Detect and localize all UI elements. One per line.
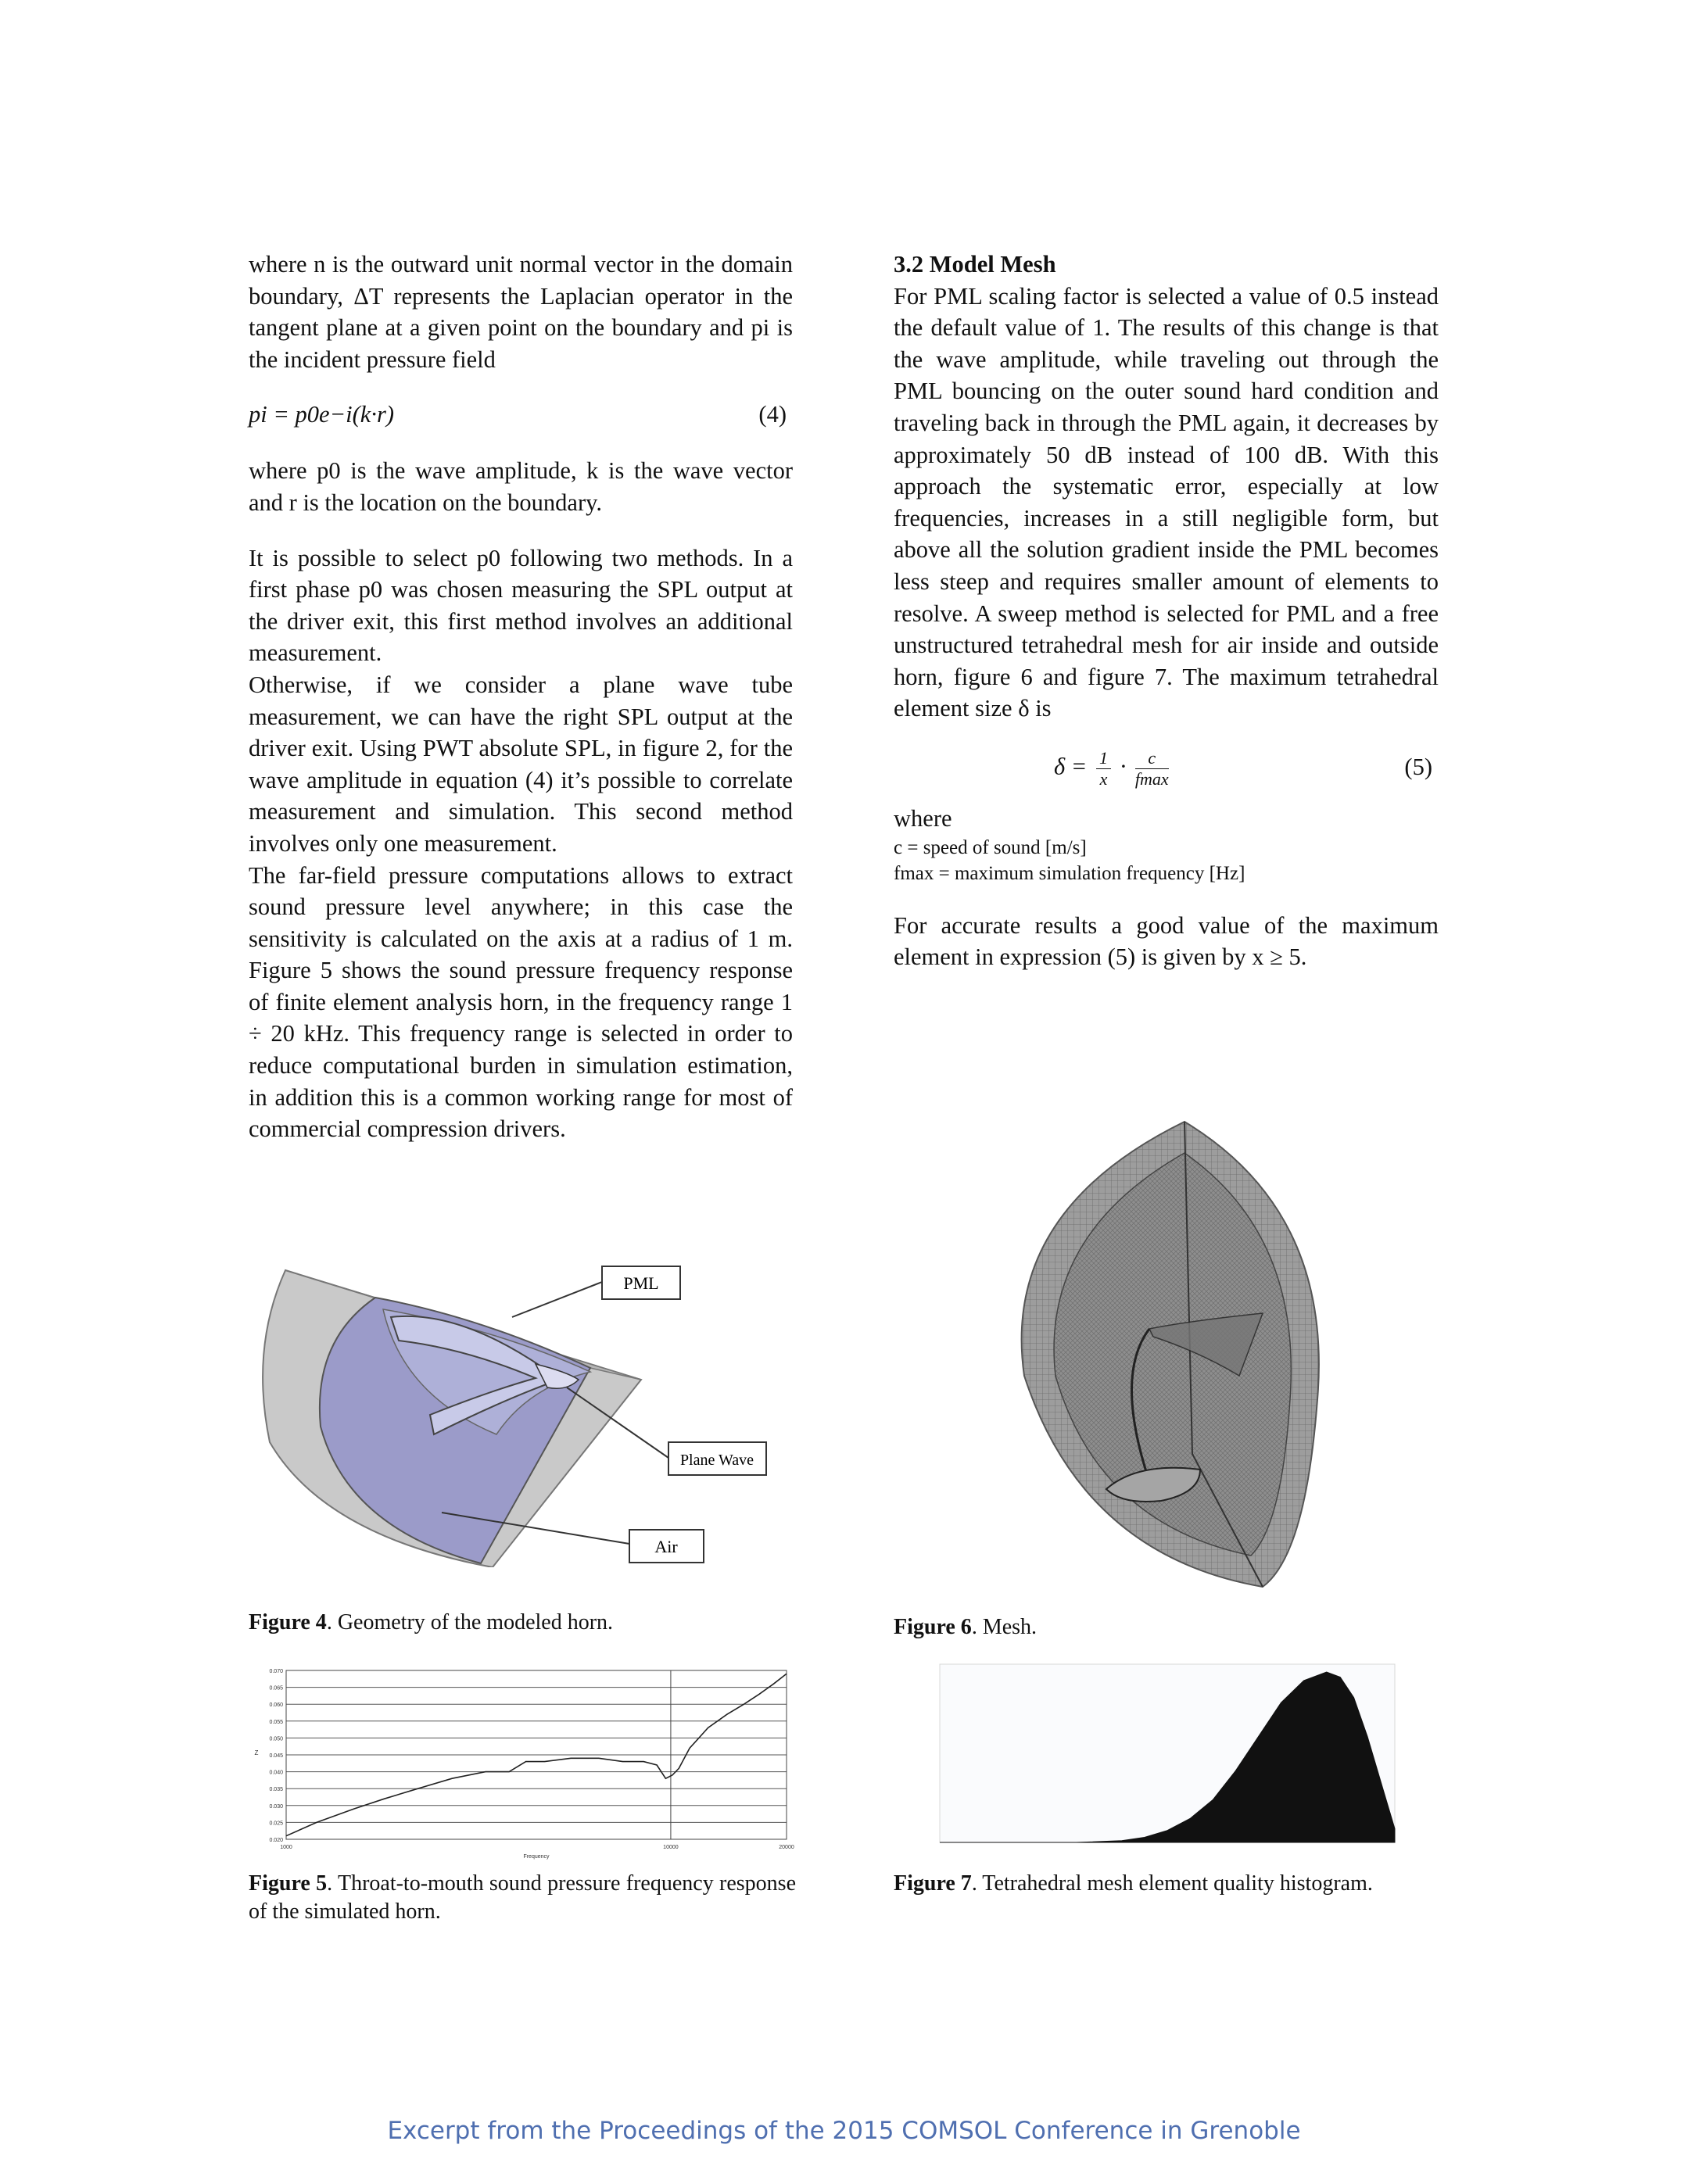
y-tick-label: 0.070	[269, 1669, 283, 1674]
equation-4-expression: pi = p0e−i(k·r)	[249, 401, 394, 428]
left-para-5: The far-field pressure computations allows to extract sound pressure level anywhere; in this case the sensitivity is calculated on the axis at a radius of 1 m. Figure 5 shows the sound pressure frequency response of finite element analysis horn, in the frequency range 1 ÷ 20 kHz. This frequency range is selected in order to reduce computational burden in simulation estimation, in addition this is a common working range for most of commercial compression drivers.	[249, 861, 793, 1143]
page-footer: Excerpt from the Proceedings of the 2015 COMSOL Conference in Grenoble	[387, 2117, 1301, 2145]
equation-5-fraction-1: $\frac{1}{x}$	[1096, 748, 1111, 789]
x-tick-label: 1000	[280, 1845, 292, 1850]
right-para-1: For PML scaling factor is selected a value of 0.5 instead the default value of 1. The results of this change is that the wave amplitude, while traveling out through the PML bouncing on the outer sound hard condition and traveling back in through the PML again, it decreases by approximately 50 dB instead of 100 dB. With this approach the systematic error, especially at low frequencies, increases in a still negligible form, but above all the solution gradient inside the PML becomes less steep and requires smaller amount of elements to resolve. A sweep method is selected for PML and a free unstructured tetrahedral mesh for air inside and outside horn, figure 6 and figure 7. The maximum tetrahedral element size δ is	[894, 282, 1439, 722]
figure-6-mesh	[1005, 1118, 1333, 1595]
y-tick-label: 0.020	[269, 1838, 283, 1843]
figure-5-caption: Figure 5. Throat-to-mouth sound pressure frequency response of the simulated horn.	[249, 1871, 796, 1924]
plane-wave-label: Plane Wave	[679, 1452, 754, 1469]
air-label: Air	[654, 1537, 678, 1556]
left-column	[249, 249, 793, 1145]
equation-5: δ = $\frac{1}{x}$ · $\frac{c}{fmax}$ (5)	[1054, 747, 1432, 789]
section-heading: 3.2 Model Mesh	[894, 251, 1056, 277]
figure-4-caption: Figure 4. Geometry of the modeled horn.	[249, 1610, 614, 1634]
figure-7-caption: Figure 7. Tetrahedral mesh element quality histogram.	[894, 1871, 1373, 1896]
y-axis-label: Z	[254, 1749, 259, 1756]
y-tick-label: 0.065	[269, 1685, 283, 1692]
equation-5-number: (5)	[1404, 753, 1432, 780]
definition-fmax: fmax = maximum simulation frequency [Hz]	[894, 862, 1245, 884]
figure-4-geometry	[246, 1255, 809, 1567]
pml-label: PML	[623, 1273, 659, 1293]
definition-c: c = speed of sound [m/s]	[894, 836, 1087, 858]
y-tick-label: 0.025	[269, 1821, 283, 1827]
right-column	[894, 249, 1439, 973]
x-axis-label: Frequency	[523, 1854, 550, 1860]
left-para-2: where p0 is the wave amplitude, k is the wave vector and r is the location on the boundary.	[249, 457, 793, 516]
where-label: where	[894, 804, 952, 832]
left-para-4: Otherwise, if we consider a plane wave tube measurement, we can have the right SPL output at the driver exit. Using PWT absolute SPL, in figure 2, for the wave amplitude in equation (4) it’s possible to correlate measurement and simulation. This second method involves only one measurement.	[249, 671, 793, 857]
right-para-2: For accurate results a good value of the maximum element in expression (5) is given by x ≥ 5.	[894, 911, 1439, 971]
left-para-3: It is possible to select p0 following two methods. In a first phase p0 was chosen measuring the SPL output at the driver exit, this first method involves an additional measurement.	[249, 544, 793, 667]
left-para-1: where n is the outward unit normal vector in the domain boundary, ΔT represents the Laplacian operator in the tangent plane at a given point on the boundary and pi is the incident pressure field	[249, 251, 793, 373]
equation-5-fraction-2: $\frac{c}{fmax}$	[1134, 747, 1169, 789]
y-tick-label: 0.030	[269, 1803, 283, 1810]
figure-6-caption: Figure 6. Mesh.	[894, 1615, 1038, 1639]
y-tick-label: 0.060	[269, 1702, 283, 1709]
y-tick-label: 0.055	[269, 1719, 283, 1725]
x-tick-label: 20000	[779, 1845, 794, 1850]
y-tick-label: 0.045	[269, 1753, 283, 1759]
equation-4	[249, 399, 793, 430]
equation-4-number: (4)	[758, 401, 787, 428]
y-tick-label: 0.040	[269, 1770, 283, 1776]
figure-7-histogram	[937, 1661, 1398, 1849]
equation-5-lhs: δ =	[1054, 753, 1088, 780]
y-tick-label: 0.035	[269, 1787, 283, 1793]
figure-5-chart	[249, 1661, 796, 1864]
y-tick-label: 0.050	[269, 1736, 283, 1742]
x-tick-label: 10000	[663, 1845, 679, 1850]
pml-leader-line	[512, 1282, 602, 1317]
